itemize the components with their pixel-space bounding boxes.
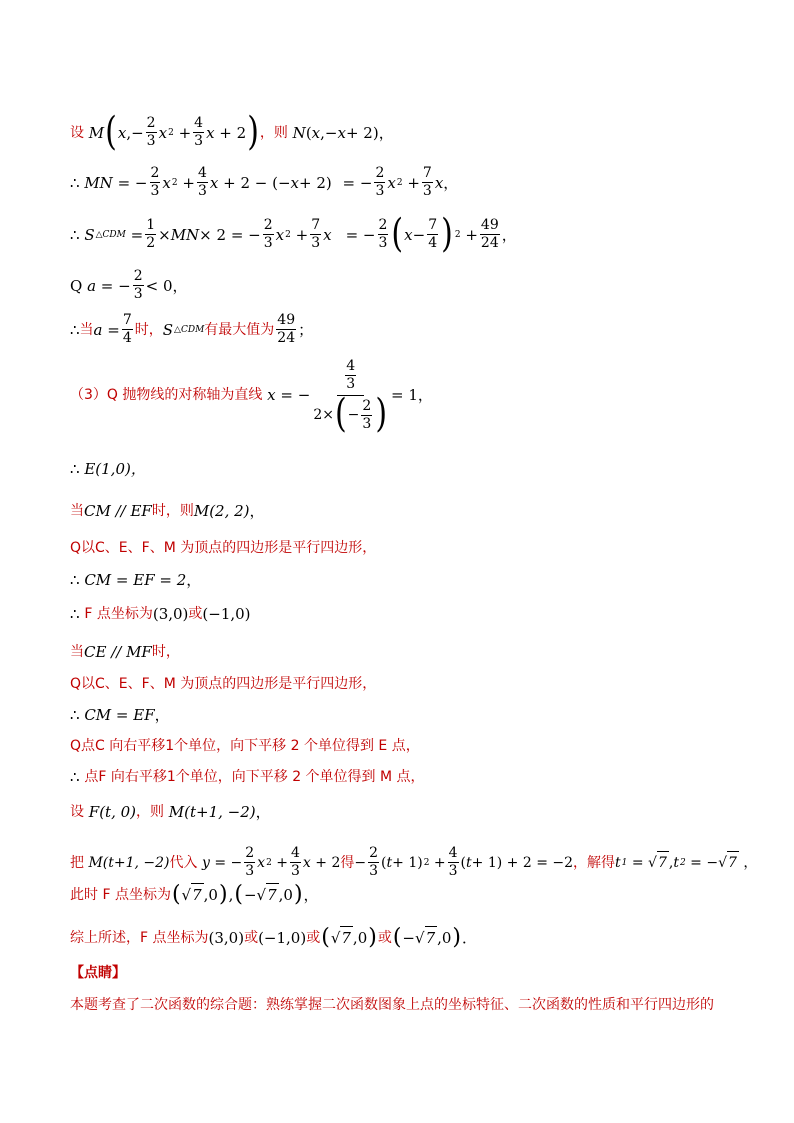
line-case1: 当 CM // EF 时，则 M(2, 2) ，	[70, 502, 265, 520]
subscript: △CDM	[95, 229, 126, 240]
text: ，	[378, 123, 394, 142]
text: ，则	[259, 124, 288, 141]
because-symbol: Q	[70, 276, 83, 295]
therefore-symbol: ∴	[70, 320, 80, 339]
therefore-symbol: ∴	[70, 173, 80, 192]
text: 设	[70, 124, 84, 141]
note-text: 本题考查了二次函数的综合题：熟练掌握二次函数图象上点的坐标特征、二次函数的性质和平行四边形的	[70, 997, 714, 1013]
line-axis: （3）Q 抛物线的对称轴为直线 x = − $\frac{4}{3}$ 2× ( − $\frac{2}{3}$ ) = 1，	[70, 357, 433, 438]
line-parallelogram-2: Q以C、E、F、M 为顶点的四边形是平行四边形，	[70, 676, 377, 692]
line-CM-EF-2: ∴ CM = EF ，	[70, 706, 170, 724]
line-set-F: 设 F(t, 0) ，则 M(t+1, −2) ，	[70, 803, 271, 821]
text: ，	[443, 173, 459, 192]
line-MN: ∴ MN = − $\frac{2}{3}$ x 2 + $\frac{4}{3}$ x + 2 − (− x + 2) = − $\frac{2}{3}$ x 2 + $\frac{7}{3}$ x ，	[70, 165, 459, 199]
line-CM-EF: ∴ CM = EF = 2 ，	[70, 571, 202, 589]
line-max: ∴ 当 a = $\frac{7}{4}$ 时， S △CDM 有最大值为 $\frac{49}{24}$ ；	[70, 312, 314, 346]
section-heading	[70, 962, 774, 984]
line-E: ∴ E(1,0)，	[70, 460, 146, 478]
line-area: ∴ S △CDM = $\frac{1}{2}$ × MN × 2 = − $\frac{2}{3}$ x 2 + $\frac{7}{3}$ x = − $\frac{2}{3}$ ( x − $\frac{7}{4}$ ) 2 + $\frac{49}{24}$ ，	[70, 211, 517, 257]
text: ，	[501, 225, 517, 244]
line-translate-F: ∴ 点F 向右平移1个单位，向下平移 2 个单位得到 M 点，	[70, 768, 425, 786]
line-parallelogram-1: Q以C、E、F、M 为顶点的四边形是平行四边形，	[70, 540, 377, 556]
note-line	[70, 994, 774, 1016]
line-summary: 综上所述，F 点坐标为 (3,0) 或 (−1,0) 或 ( √ 7 ,0 ) 或 ( −√ 7 ,0 ) ．	[70, 924, 478, 950]
line-translate-C: Q点C 向右平移1个单位，向下平移 2 个单位得到 E 点，	[70, 738, 420, 754]
line-case2: 当 CE // MF 时，	[70, 643, 180, 661]
line-F-case2: 此时 F 点坐标为 ( √ 7 ,0 ) , ( −√ 7 ,0 ) ，	[70, 881, 319, 907]
therefore-symbol: ∴	[70, 225, 80, 244]
line-F-case1: ∴ F 点坐标为 (3,0) 或 (−1,0)	[70, 605, 251, 623]
heading-dianjing: 【点睛】	[70, 965, 126, 981]
line-set-M: 设 M ( x ,− $\frac{2}{3}$ x 2 + $\frac{4}{3}$ x + 2 ) ，则 N ( x ,− x + 2) ，	[70, 109, 394, 155]
line-a-negative: Q a = − $\frac{2}{3}$ < 0，	[70, 268, 188, 302]
line-substitute: 把 M(t+1, −2) 代入 y = − $\frac{2}{3}$ x 2 + $\frac{4}{3}$ x + 2 得 − $\frac{2}{3}$ ( t + 1) 2 + $\frac{4}{3}$ ( t + 1) + 2 = −2 ，解得 t 1 = √ 7 , t 2 = −√ 7 ，	[70, 845, 758, 879]
